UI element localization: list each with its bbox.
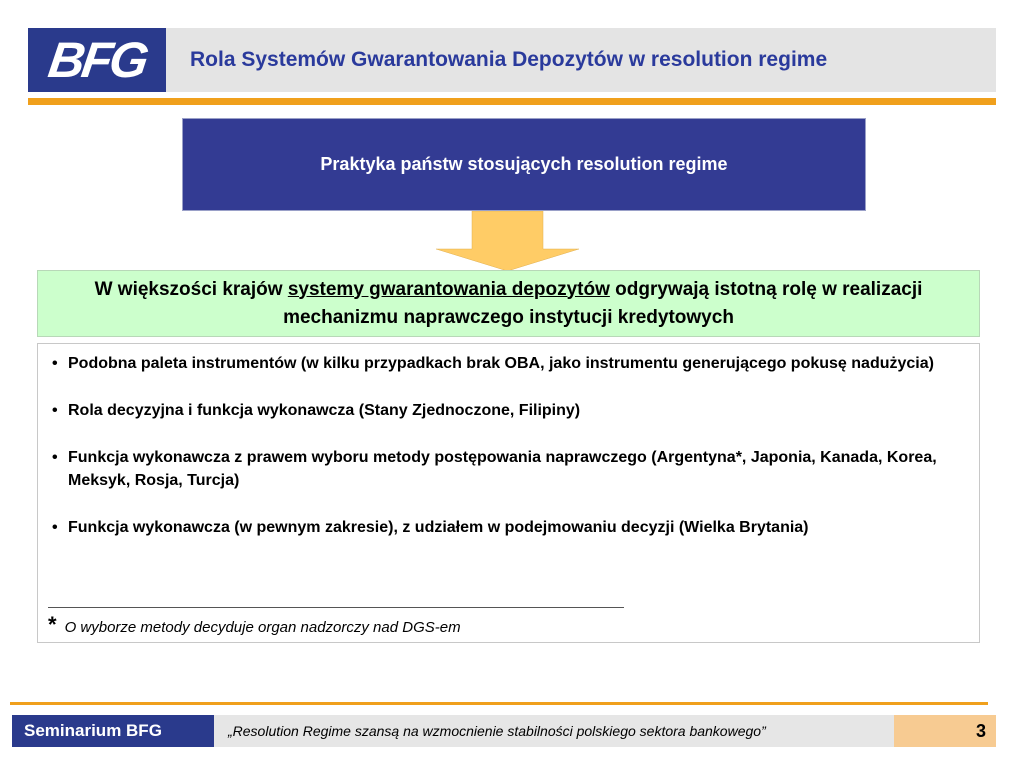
footnote-text: O wyborze metody decyduje organ nadzorczy nad DGS-em <box>64 619 461 636</box>
bullet-item: • Rola decyzyjna i funkcja wykonawcza (Stany Zjednoczone, Filipiny) <box>48 399 969 422</box>
conclusion-text-underlined: systemy gwarantowania depozytów <box>287 278 610 300</box>
practice-box <box>182 118 866 211</box>
bullet-item: • Funkcja wykonawcza (w pewnym zakresie), z udziałem w podejmowaniu decyzji (Wielka Brytania) <box>48 516 969 539</box>
footer-seminar-text: Seminarium BFG <box>24 721 162 740</box>
conclusion-text-start: W większości krajów <box>94 278 288 300</box>
title-bar <box>166 28 996 92</box>
bullet-item: • Funkcja wykonawcza z prawem wyboru metody postępowania naprawczego (Argentyna*, Japonia, Kanada, Korea, Meksyk, Rosja, Turcja) <box>48 446 969 492</box>
footer-subtitle <box>214 715 894 747</box>
down-arrow-icon <box>436 211 579 271</box>
header-divider <box>28 98 996 105</box>
footer-divider <box>10 702 988 705</box>
slide-title: Rola Systemów Gwarantowania Depozytów w resolution regime <box>190 48 828 71</box>
logo-text: BFG <box>44 32 150 88</box>
bfg-logo <box>28 28 166 92</box>
footnote <box>48 612 461 638</box>
content-box <box>37 343 980 643</box>
footer-subtitle-text: „Resolution Regime szansą na wzmocnienie stabilności polskiego sektora bankowego” <box>228 723 766 739</box>
conclusion-text <box>58 276 959 332</box>
page-number-box <box>894 715 996 747</box>
conclusion-box <box>37 270 980 337</box>
footer-seminar-label <box>12 715 214 747</box>
practice-heading: Praktyka państw stosujących resolution regime <box>320 154 728 174</box>
bullet-item: • Podobna paleta instrumentów (w kilku przypadkach brak OBA, jako instrumentu generującego pokusę nadużycia) <box>48 352 969 375</box>
footnote-divider <box>48 607 624 608</box>
conclusion-text-end: odgrywają istotną rolę w realizacji mechanizmu naprawczego instytucji kredytowych <box>283 278 923 328</box>
footnote-marker: * <box>48 612 57 637</box>
bullet-list <box>48 352 969 539</box>
page-number: 3 <box>975 720 986 741</box>
